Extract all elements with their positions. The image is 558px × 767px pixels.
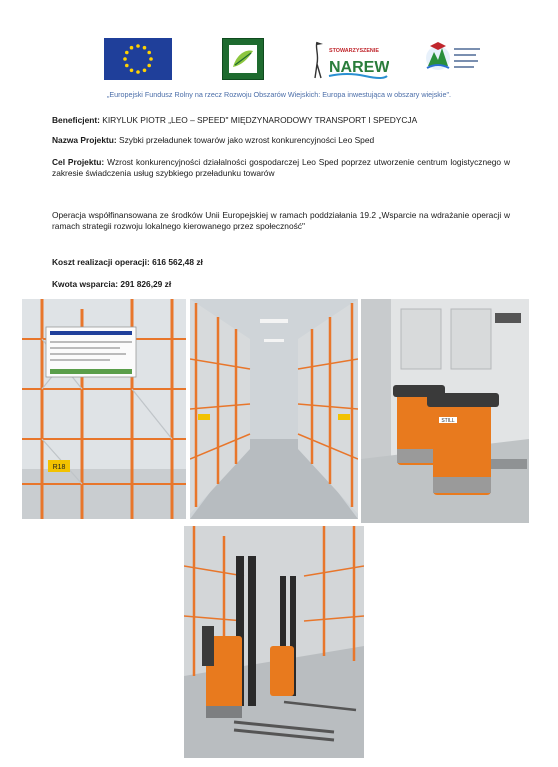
kwota-line — [52, 279, 510, 290]
nazwa-value: Szybki przeładunek towarów jako wzrost konkurencyjności Leo Sped — [119, 135, 375, 145]
operacja-paragraph: Operacja współfinansowana ze środków Unii Europejskiej w ramach poddziałania 19.2 „Wsparcie na wdrażanie operacji w ramach strategii rozwoju lokalnego kierowanego przez społeczność" — [52, 210, 510, 232]
narew-logo-icon — [303, 38, 389, 82]
kwota-label: Kwota wsparcia: — [52, 279, 119, 289]
koszt-value: 616 562,48 zł — [152, 257, 203, 267]
slogan-text: „Europejski Fundusz Rolny na rzecz Rozwoju Obszarów Wiejskich: Europa inwestująca w obszary wiejskie". — [106, 90, 452, 99]
cel-paragraph — [52, 157, 510, 179]
beneficjent-value: KIRYLUK PIOTR „LEO – SPEED" MIĘDZYNARODOWY TRANSPORT I SPEDYCJA — [102, 115, 418, 125]
cel-value: Wzrost konkurencyjności działalności gospodarczej Leo Sped poprzez utworzenie centrum logistycznego w zakresie świadczenia usług szybkiego przeładunku towarów — [52, 157, 511, 179]
nazwa-line — [52, 135, 510, 146]
rack-label-text: R18 — [52, 464, 66, 471]
photo-reach-trucks — [184, 526, 364, 758]
logo-bar — [0, 38, 558, 82]
photo-pallet-trucks — [361, 299, 529, 523]
beneficjent-label: Beneficjent: — [52, 115, 100, 125]
photo-warehouse-racks-plaque — [22, 299, 186, 519]
narew-name-text: NAREW — [329, 59, 389, 76]
cart-brand-text: STILL — [441, 418, 455, 424]
cel-label: Cel Projektu: — [52, 157, 105, 167]
kwota-value: 291 826,29 zł — [120, 279, 172, 289]
koszt-line — [52, 257, 510, 268]
eu-flag-icon — [104, 38, 172, 80]
leader-logo-icon — [222, 38, 264, 80]
photo-warehouse-aisle — [190, 299, 358, 519]
narew-small-text: STOWARZYSZENIE — [329, 48, 379, 54]
beneficjent-line — [52, 115, 510, 126]
nazwa-label: Nazwa Projektu: — [52, 135, 117, 145]
lgd-logo-icon — [424, 38, 486, 78]
koszt-label: Koszt realizacji operacji: — [52, 257, 150, 267]
